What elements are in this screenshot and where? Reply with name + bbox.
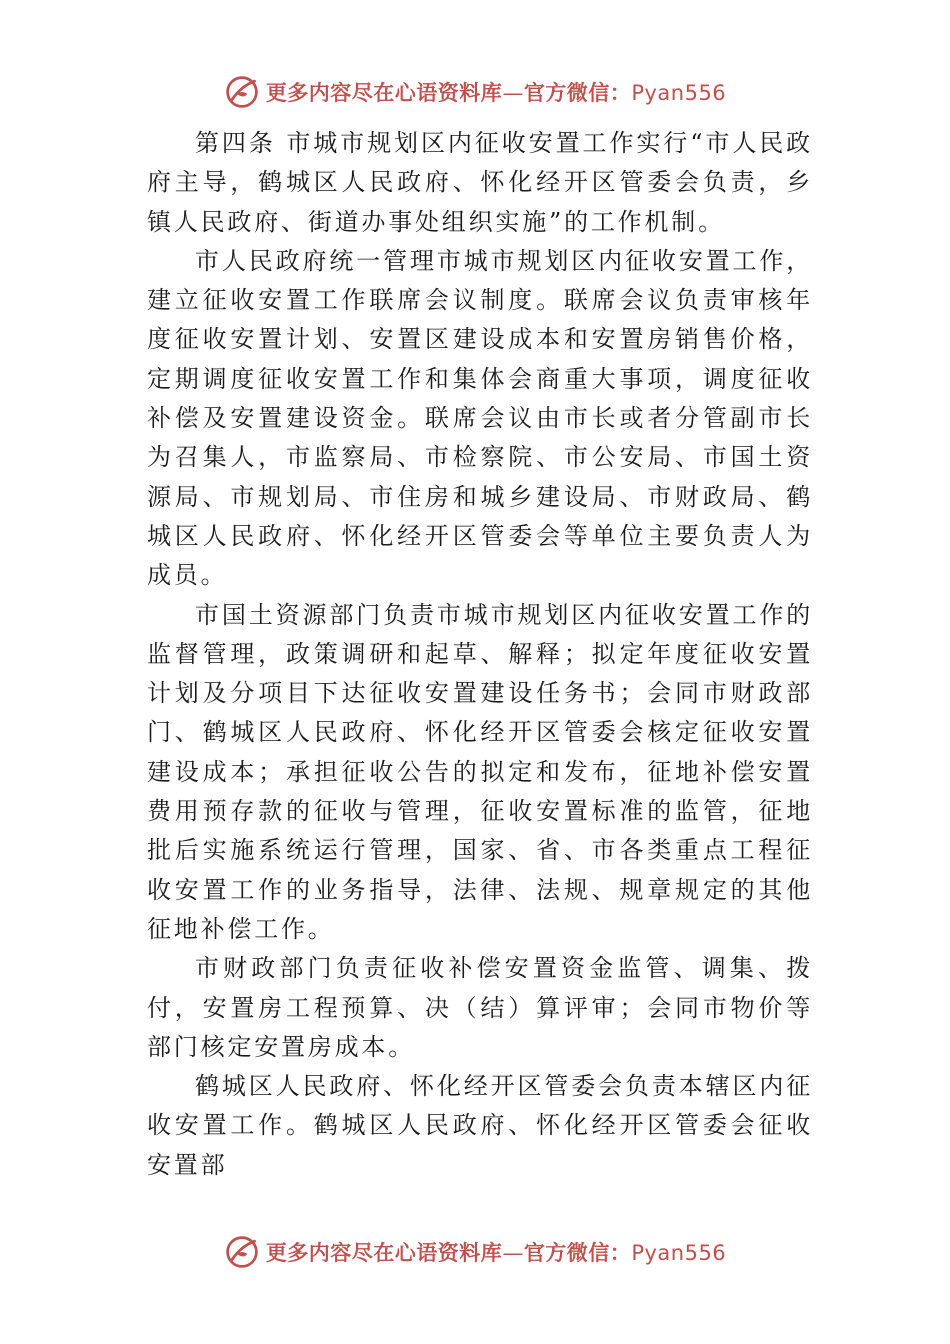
paragraph: 鹤城区人民政府、怀化经开区管委会负责本辖区内征收安置工作。鹤城区人民政府、怀化经开区管委会征收安置部 — [147, 1072, 813, 1179]
header-banner — [0, 72, 950, 112]
paragraph: 第四条 市城市规划区内征收安置工作实行“市人民政府主导，鹤城区人民政府、怀化经开区管委会负责，乡镇人民政府、街道办事处组织实施”的工作机制。 — [147, 129, 813, 236]
footer-separator: — — [502, 1241, 524, 1265]
footer-banner — [0, 1232, 950, 1272]
header-contact-label: 官方微信： — [523, 81, 632, 105]
header-separator: — — [502, 81, 524, 105]
footer-brand-text: 更多内容尽在心语资料库 — [265, 1241, 503, 1265]
paragraph: 市国土资源部门负责市城市规划区内征收安置工作的监督管理，政策调研和起草、解释；拟定年度征收安置计划及分项目下达征收安置建设任务书；会同市财政部门、鹤城区人民政府、怀化经开区管委会核定征收安置建设成本；承担征收公告的拟定和发布，征地补偿安置费用预存款的征收与管理，征收安置标准的监管，征地批后实施系统运行管理，国家、省、市各类重点工程征收安置工作的业务指导，法律、法规、规章规定的其他征地补偿工作。 — [147, 600, 813, 943]
paragraph: 市人民政府统一管理市城市规划区内征收安置工作，建立征收安置工作联席会议制度。联席会议负责审核年度征收安置计划、安置区建设成本和安置房销售价格，定期调度征收安置工作和集体会商重大事项，调度征收补偿及安置建设资金。联席会议由市长或者分管副市长为召集人，市监察局、市检察院、市公安局、市国土资源局、市规划局、市住房和城乡建设局、市财政局、鹤城区人民政府、怀化经开区管委会等单位主要负责人为成员。 — [147, 246, 813, 590]
footer-banner-text — [266, 1237, 726, 1267]
footer-contact-label: 官方微信： — [523, 1241, 632, 1265]
header-contact-id: Pyan556 — [631, 81, 727, 105]
brand-logo-icon — [224, 1234, 260, 1270]
footer-contact-id: Pyan556 — [631, 1241, 727, 1265]
brand-logo-icon — [224, 74, 260, 110]
paragraph: 市财政部门负责征收补偿安置资金监管、调集、拨付，安置房工程预算、决（结）算评审；会同市物价等部门核定安置房成本。 — [147, 954, 813, 1061]
header-banner-text — [266, 77, 726, 107]
document-body — [147, 124, 813, 1185]
header-brand-text: 更多内容尽在心语资料库 — [265, 81, 503, 105]
